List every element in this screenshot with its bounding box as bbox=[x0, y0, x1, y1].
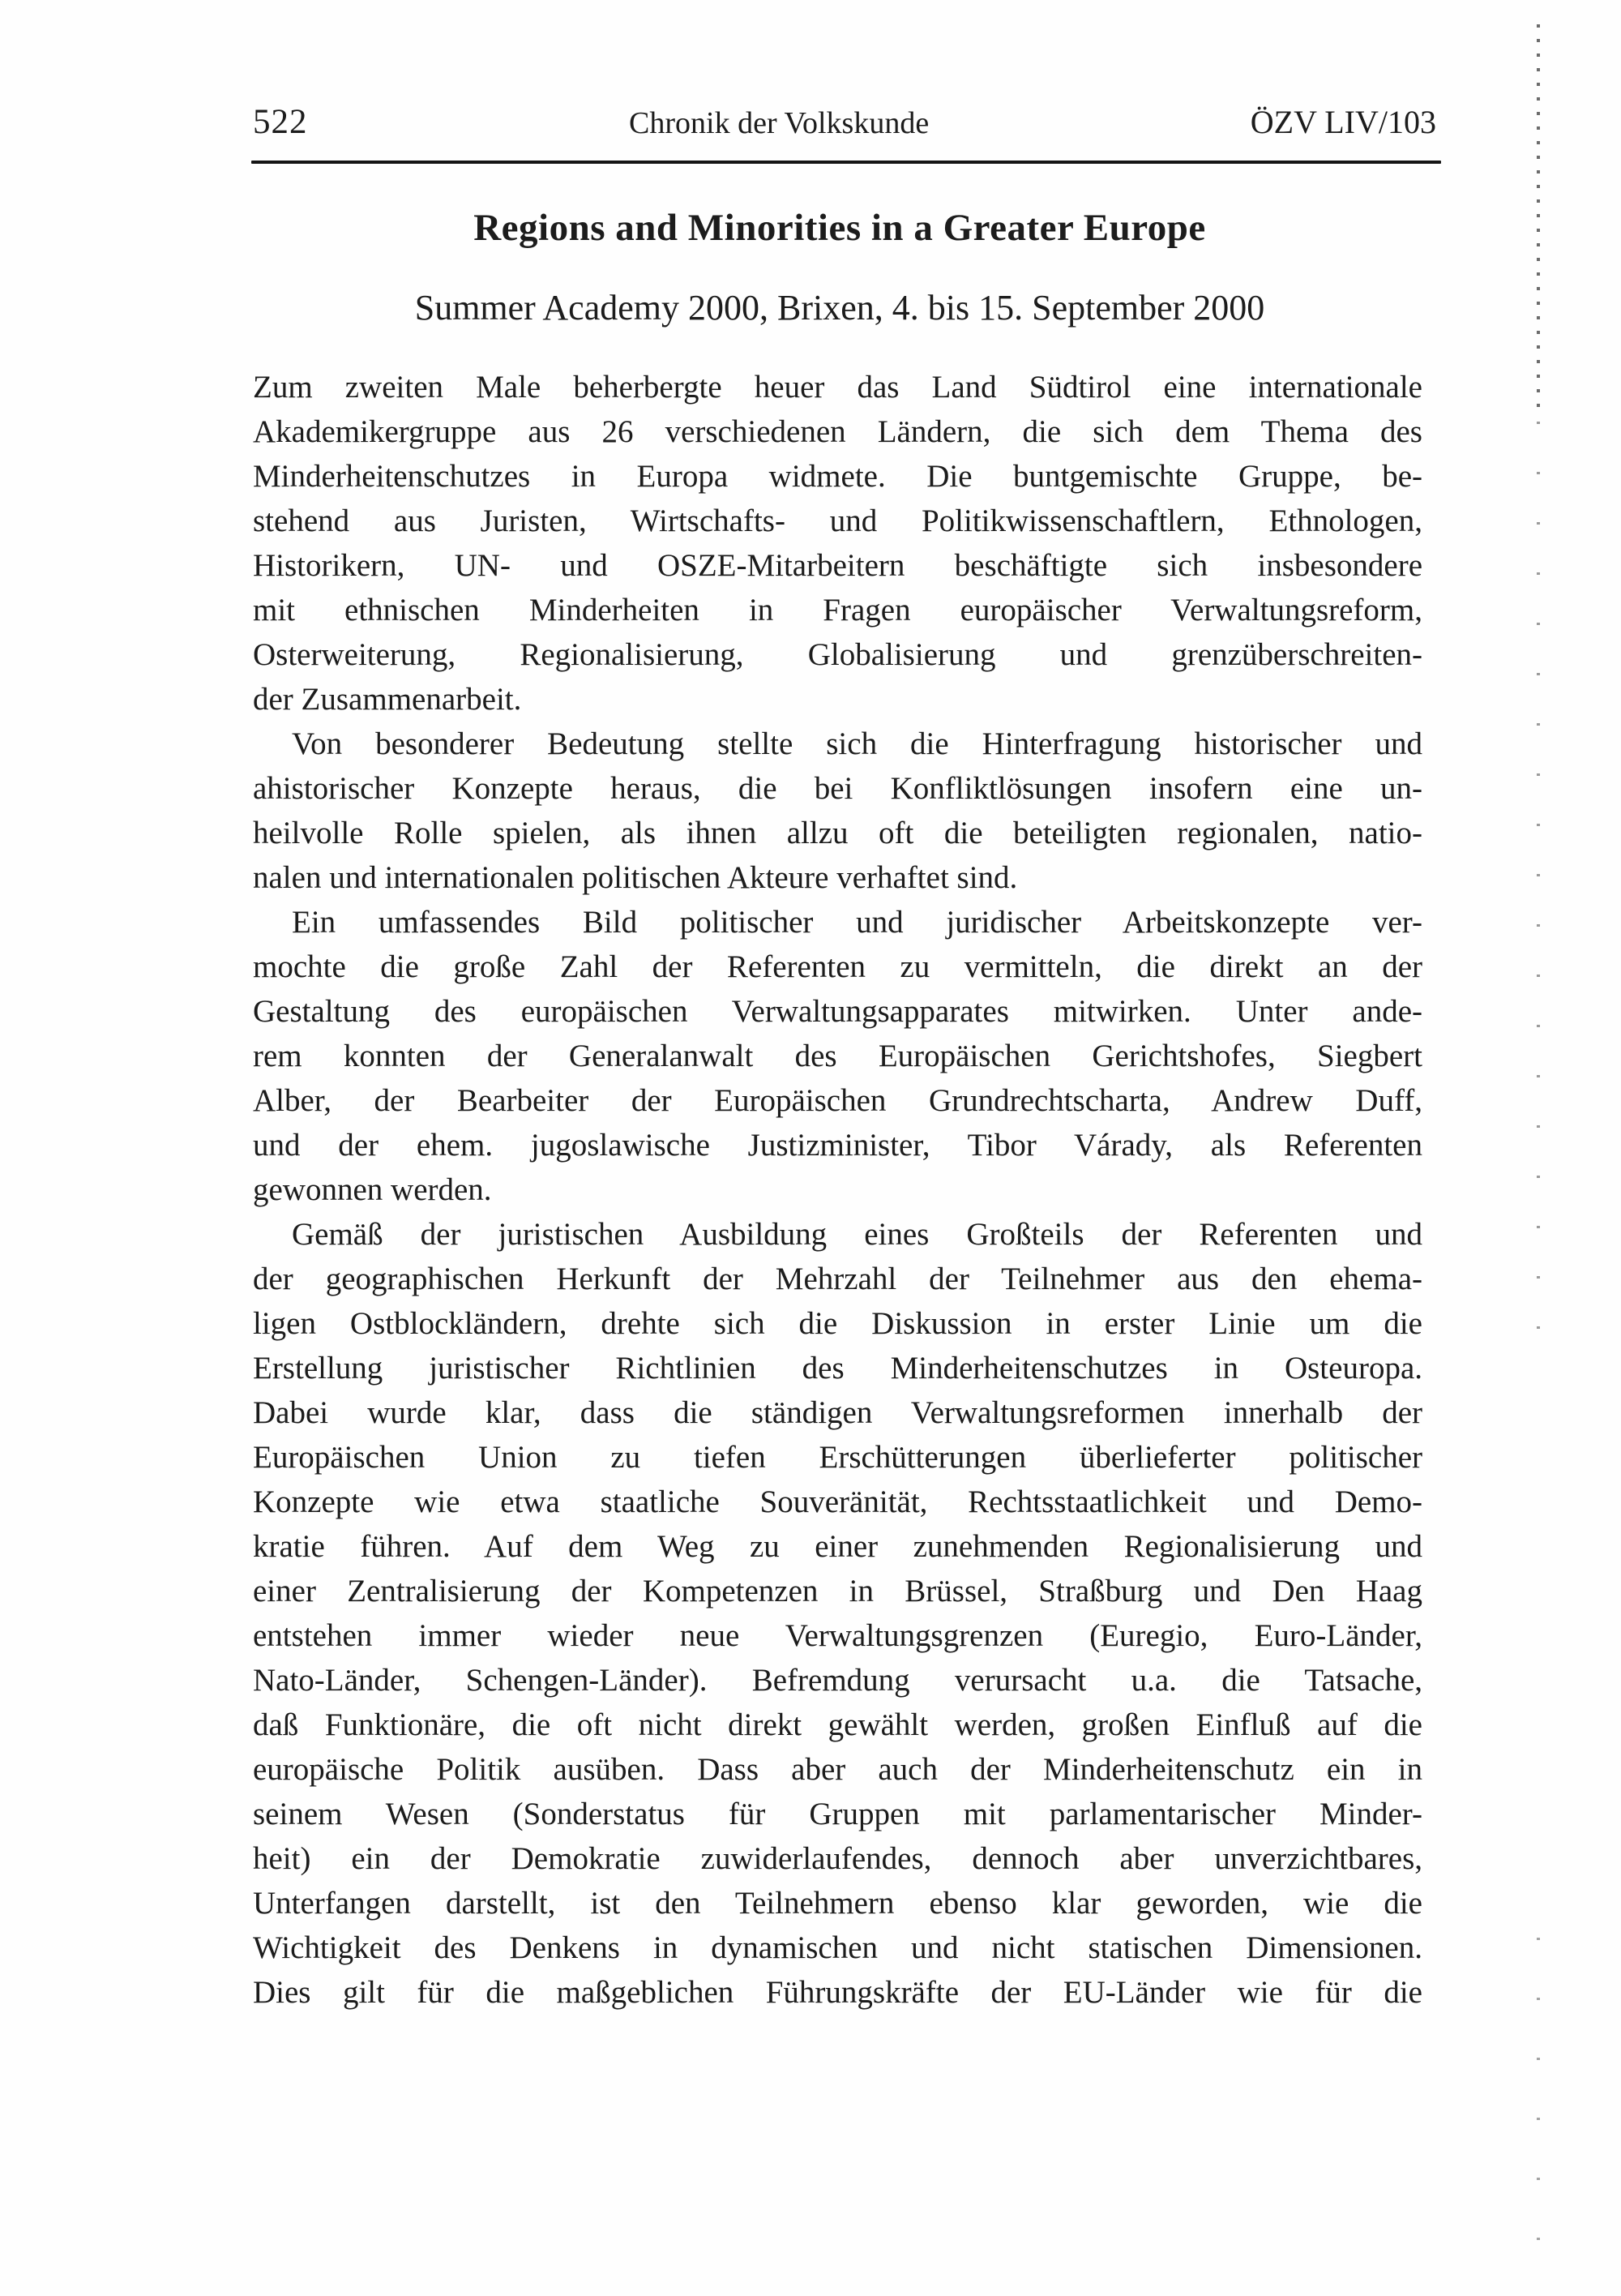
text-line: Dabei wurde klar, dass die ständigen Verwaltungsreformen innerhalb der bbox=[253, 1395, 1422, 1430]
running-head bbox=[253, 102, 1436, 142]
text-line: entstehen immer wieder neue Verwaltungsgrenzen (Euregio, Euro-Länder, bbox=[253, 1618, 1422, 1653]
text-line: Ein umfassendes Bild politischer und juridischer Arbeitskonzepte ver- bbox=[292, 905, 1422, 940]
text-line: Von besonderer Bedeutung stellte sich die Hinterfragung historischer und bbox=[292, 726, 1422, 761]
text-line: rem konnten der Generalanwalt des Europäischen Gerichtshofes, Siegbert bbox=[253, 1039, 1422, 1073]
scan-edge-artifact bbox=[1537, 422, 1540, 1330]
paragraph bbox=[253, 900, 1422, 1212]
text-line: nalen und internationalen politischen Akteure verhaftet sind. bbox=[253, 860, 1018, 895]
journal-title: Chronik der Volkskunde bbox=[629, 106, 930, 140]
scan-edge-artifact bbox=[1537, 1938, 1540, 2286]
text-line: Gestaltung des europäischen Verwaltungsapparates mitwirken. Unter ande- bbox=[253, 994, 1422, 1029]
text-line: Dies gilt für die maßgeblichen Führungskräfte der EU-Länder wie für die bbox=[253, 1975, 1422, 2010]
text-line: gewonnen werden. bbox=[253, 1172, 492, 1207]
text-line: kratie führen. Auf dem Weg zu einer zunehmenden Regionalisierung und bbox=[253, 1529, 1422, 1564]
text-line: ligen Ostblockländern, drehte sich die Diskussion in erster Linie um die bbox=[253, 1306, 1422, 1341]
text-line: stehend aus Juristen, Wirtschafts- und Politikwissenschaftlern, Ethnologen, bbox=[253, 503, 1422, 538]
text-line: Nato-Länder, Schengen-Länder). Befremdung verursacht u.a. die Tatsache, bbox=[253, 1663, 1422, 1698]
text-line: der Zusammenarbeit. bbox=[253, 682, 522, 717]
text-line: einer Zentralisierung der Kompetenzen in Brüssel, Straßburg und Den Haag bbox=[253, 1574, 1422, 1608]
text-line: Zum zweiten Male beherbergte heuer das Land Südtirol eine internationale bbox=[253, 370, 1422, 405]
text-line: Alber, der Bearbeiter der Europäischen Grundrechtscharta, Andrew Duff, bbox=[253, 1083, 1422, 1118]
text-line: der geographischen Herkunft der Mehrzahl der Teilnehmer aus den ehema- bbox=[253, 1262, 1422, 1296]
header-rule bbox=[251, 161, 1441, 164]
text-line: europäische Politik ausüben. Dass aber auch der Minderheitenschutz ein in bbox=[253, 1752, 1422, 1787]
text-line: Europäischen Union zu tiefen Erschütterungen überlieferter politischer bbox=[253, 1440, 1422, 1475]
page-number: 522 bbox=[253, 103, 308, 141]
text-line: mit ethnischen Minderheiten in Fragen europäischer Verwaltungsreform, bbox=[253, 593, 1422, 628]
text-line: heilvolle Rolle spielen, als ihnen allzu oft die beteiligten regionalen, natio- bbox=[253, 816, 1422, 850]
article-body bbox=[253, 365, 1422, 2015]
text-line: Unterfangen darstellt, ist den Teilnehmern ebenso klar geworden, wie die bbox=[253, 1886, 1422, 1921]
text-line: Wichtigkeit des Denkens in dynamischen und nicht statischen Dimensionen. bbox=[253, 1930, 1422, 1965]
text-line: Minderheitenschutzes in Europa widmete. Die buntgemischte Gruppe, be- bbox=[253, 459, 1422, 494]
scan-edge-artifact bbox=[1537, 24, 1540, 413]
article-subtitle: Summer Academy 2000, Brixen, 4. bis 15. September 2000 bbox=[414, 288, 1265, 328]
text-line: mochte die große Zahl der Referenten zu vermitteln, die direkt an der bbox=[253, 949, 1422, 984]
text-line: Konzepte wie etwa staatliche Souveränität, Rechtsstaatlichkeit und Demo- bbox=[253, 1484, 1422, 1519]
text-line: Erstellung juristischer Richtlinien des Minderheitenschutzes in Osteuropa. bbox=[253, 1351, 1422, 1386]
paragraph bbox=[253, 365, 1422, 722]
text-line: Akademikergruppe aus 26 verschiedenen Ländern, die sich dem Thema des bbox=[253, 414, 1422, 449]
text-line: seinem Wesen (Sonderstatus für Gruppen mit parlamentarischer Minder- bbox=[253, 1797, 1422, 1831]
text-line: heit) ein der Demokratie zuwiderlaufendes, dennoch aber unverzichtbares, bbox=[253, 1841, 1422, 1876]
text-line: Gemäß der juristischen Ausbildung eines Großteils der Referenten und bbox=[292, 1217, 1422, 1252]
text-line: Osterweiterung, Regionalisierung, Globalisierung und grenzüberschreiten- bbox=[253, 637, 1422, 672]
text-line: daß Funktionäre, die oft nicht direkt gewählt werden, großen Einfluß auf die bbox=[253, 1707, 1422, 1742]
article-title: Regions and Minorities in a Greater Europe bbox=[473, 207, 1206, 249]
issue-reference: ÖZV LIV/103 bbox=[1250, 104, 1436, 140]
paragraph bbox=[253, 722, 1422, 900]
text-line: Historikern, UN- und OSZE-Mitarbeitern beschäftigte sich insbesondere bbox=[253, 548, 1422, 583]
text-line: ahistorischer Konzepte heraus, die bei Konfliktlösungen insofern eine un- bbox=[253, 771, 1422, 806]
paragraph bbox=[253, 1212, 1422, 2015]
text-line: und der ehem. jugoslawische Justizminister, Tibor Várady, als Referenten bbox=[253, 1128, 1422, 1163]
